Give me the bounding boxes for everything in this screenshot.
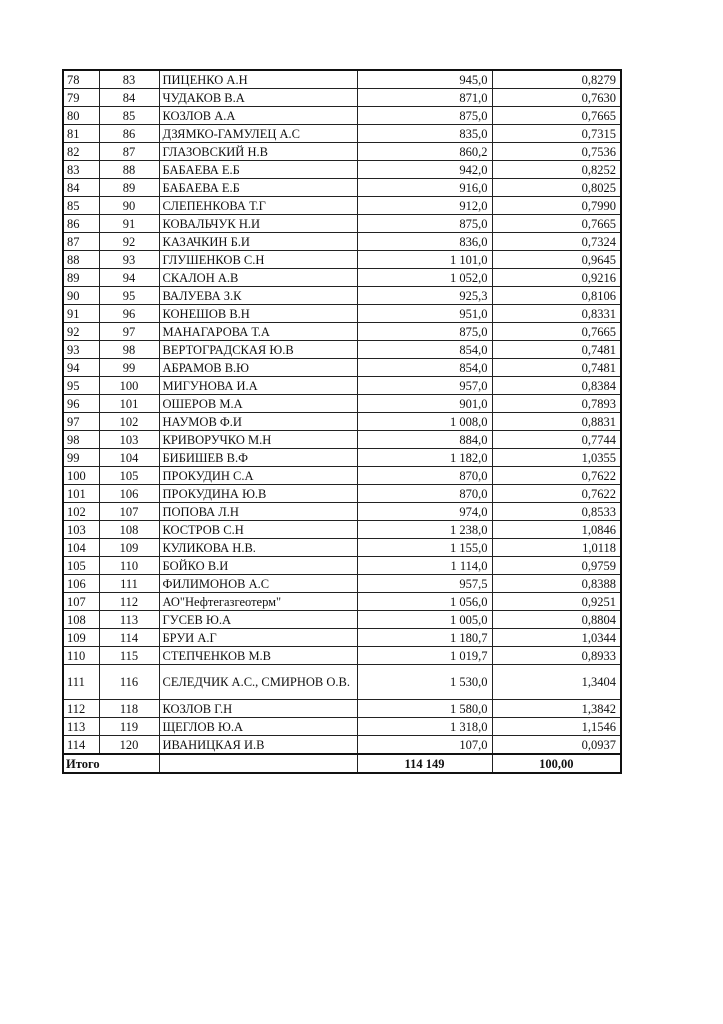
- amount-value: 884,0: [357, 431, 492, 449]
- share-value: 0,7893: [492, 395, 621, 413]
- holder-name: БАБАЕВА Е.Б: [159, 161, 357, 179]
- holder-name: ПРОКУДИНА Ю.В: [159, 485, 357, 503]
- lot-number: 95: [99, 287, 159, 305]
- holder-name: ФИЛИМОНОВ А.С: [159, 575, 357, 593]
- total-name-cell: [159, 754, 357, 773]
- amount-value: 951,0: [357, 305, 492, 323]
- holder-name: ВАЛУЕВА З.К: [159, 287, 357, 305]
- table-row: [63, 575, 621, 593]
- row-number: 84: [63, 179, 99, 197]
- share-value: 0,9759: [492, 557, 621, 575]
- holder-name: БРУИ А.Г: [159, 629, 357, 647]
- share-value: 0,8025: [492, 179, 621, 197]
- table-row: [63, 611, 621, 629]
- holder-name: СКАЛОН А.В: [159, 269, 357, 287]
- row-number: 90: [63, 287, 99, 305]
- table-row: [63, 557, 621, 575]
- total-label: Итого: [63, 754, 159, 773]
- amount-value: 1 530,0: [357, 665, 492, 700]
- lot-number: 92: [99, 233, 159, 251]
- holder-name: ЩЕГЛОВ Ю.А: [159, 718, 357, 736]
- holder-name: КОНЕШОВ В.Н: [159, 305, 357, 323]
- row-number: 103: [63, 521, 99, 539]
- amount-value: 957,5: [357, 575, 492, 593]
- table-row: [63, 395, 621, 413]
- holder-name: КОЗЛОВ Г.Н: [159, 700, 357, 718]
- share-value: 0,7630: [492, 89, 621, 107]
- table-row: [63, 179, 621, 197]
- total-share: 100,00: [492, 754, 621, 773]
- lot-number: 85: [99, 107, 159, 125]
- lot-number: 97: [99, 323, 159, 341]
- table-row: [63, 485, 621, 503]
- share-value: 1,0846: [492, 521, 621, 539]
- row-number: 80: [63, 107, 99, 125]
- holder-name: ДЗЯМКО-ГАМУЛЕЦ А.С: [159, 125, 357, 143]
- lot-number: 108: [99, 521, 159, 539]
- amount-value: 1 008,0: [357, 413, 492, 431]
- lot-number: 113: [99, 611, 159, 629]
- holder-name: КОСТРОВ С.Н: [159, 521, 357, 539]
- amount-value: 1 580,0: [357, 700, 492, 718]
- share-value: 0,8831: [492, 413, 621, 431]
- table-row: [63, 161, 621, 179]
- share-value: 0,9251: [492, 593, 621, 611]
- table-row: [63, 143, 621, 161]
- amount-value: 1 155,0: [357, 539, 492, 557]
- amount-value: 1 101,0: [357, 251, 492, 269]
- table-row: [63, 629, 621, 647]
- lot-number: 104: [99, 449, 159, 467]
- holder-name: ПОПОВА Л.Н: [159, 503, 357, 521]
- holder-name: ЧУДАКОВ В.А: [159, 89, 357, 107]
- row-number: 85: [63, 197, 99, 215]
- share-value: 1,0118: [492, 539, 621, 557]
- amount-value: 925,3: [357, 287, 492, 305]
- table-row: [63, 323, 621, 341]
- share-value: 0,7481: [492, 359, 621, 377]
- holder-name: КОЗЛОВ А.А: [159, 107, 357, 125]
- lot-number: 99: [99, 359, 159, 377]
- share-value: 1,1546: [492, 718, 621, 736]
- row-number: 93: [63, 341, 99, 359]
- table-row: [63, 251, 621, 269]
- share-value: 0,8279: [492, 70, 621, 89]
- lot-number: 111: [99, 575, 159, 593]
- holder-name: БАБАЕВА Е.Б: [159, 179, 357, 197]
- amount-value: 1 114,0: [357, 557, 492, 575]
- table-row: [63, 521, 621, 539]
- lot-number: 84: [99, 89, 159, 107]
- amount-value: 1 005,0: [357, 611, 492, 629]
- share-value: 0,8331: [492, 305, 621, 323]
- total-row: [63, 754, 621, 773]
- holder-name: МИГУНОВА И.А: [159, 377, 357, 395]
- amount-value: 860,2: [357, 143, 492, 161]
- holder-name: ГУСЕВ Ю.А: [159, 611, 357, 629]
- table-row: [63, 449, 621, 467]
- row-number: 104: [63, 539, 99, 557]
- table-row: [63, 413, 621, 431]
- row-number: 96: [63, 395, 99, 413]
- row-number: 88: [63, 251, 99, 269]
- amount-value: 901,0: [357, 395, 492, 413]
- total-amount: 114 149: [357, 754, 492, 773]
- holder-name: КРИВОРУЧКО М.Н: [159, 431, 357, 449]
- share-value: 0,8933: [492, 647, 621, 665]
- holder-name: КАЗАЧКИН Б.И: [159, 233, 357, 251]
- amount-value: 836,0: [357, 233, 492, 251]
- table-row: [63, 736, 621, 755]
- lot-number: 91: [99, 215, 159, 233]
- share-value: 0,7622: [492, 467, 621, 485]
- holder-name: ОШЕРОВ М.А: [159, 395, 357, 413]
- row-number: 82: [63, 143, 99, 161]
- lot-number: 101: [99, 395, 159, 413]
- amount-value: 871,0: [357, 89, 492, 107]
- table-body: [63, 70, 621, 754]
- row-number: 78: [63, 70, 99, 89]
- share-value: 0,7481: [492, 341, 621, 359]
- table-row: [63, 467, 621, 485]
- lot-number: 114: [99, 629, 159, 647]
- lot-number: 105: [99, 467, 159, 485]
- lot-number: 93: [99, 251, 159, 269]
- holder-name: КУЛИКОВА Н.В.: [159, 539, 357, 557]
- row-number: 100: [63, 467, 99, 485]
- share-value: 1,3842: [492, 700, 621, 718]
- share-value: 1,3404: [492, 665, 621, 700]
- amount-value: 945,0: [357, 70, 492, 89]
- share-value: 0,9645: [492, 251, 621, 269]
- table-row: [63, 377, 621, 395]
- lot-number: 110: [99, 557, 159, 575]
- table-row: [63, 539, 621, 557]
- share-value: 1,0355: [492, 449, 621, 467]
- share-value: 0,8252: [492, 161, 621, 179]
- lot-number: 103: [99, 431, 159, 449]
- table-row: [63, 647, 621, 665]
- holder-name: ГЛАЗОВСКИЙ Н.В: [159, 143, 357, 161]
- holder-name: БИБИШЕВ В.Ф: [159, 449, 357, 467]
- table-row: [63, 287, 621, 305]
- row-number: 97: [63, 413, 99, 431]
- lot-number: 83: [99, 70, 159, 89]
- share-value: 0,8388: [492, 575, 621, 593]
- lot-number: 107: [99, 503, 159, 521]
- lot-number: 88: [99, 161, 159, 179]
- share-value: 0,8533: [492, 503, 621, 521]
- amount-value: 835,0: [357, 125, 492, 143]
- table-row: [63, 197, 621, 215]
- row-number: 111: [63, 665, 99, 700]
- share-value: 0,9216: [492, 269, 621, 287]
- table-row: [63, 233, 621, 251]
- amount-value: 870,0: [357, 485, 492, 503]
- amount-value: 1 318,0: [357, 718, 492, 736]
- row-number: 94: [63, 359, 99, 377]
- holder-name: БОЙКО В.И: [159, 557, 357, 575]
- row-number: 95: [63, 377, 99, 395]
- amount-value: 875,0: [357, 215, 492, 233]
- table-row: [63, 431, 621, 449]
- amount-value: 854,0: [357, 359, 492, 377]
- share-value: 0,7324: [492, 233, 621, 251]
- amount-value: 1 052,0: [357, 269, 492, 287]
- holder-name: ПИЦЕНКО А.Н: [159, 70, 357, 89]
- table-row: [63, 700, 621, 718]
- lot-number: 89: [99, 179, 159, 197]
- share-value: 0,7990: [492, 197, 621, 215]
- lot-number: 109: [99, 539, 159, 557]
- share-value: 0,8384: [492, 377, 621, 395]
- row-number: 113: [63, 718, 99, 736]
- amount-value: 957,0: [357, 377, 492, 395]
- table-row: [63, 593, 621, 611]
- share-value: 0,7665: [492, 215, 621, 233]
- row-number: 107: [63, 593, 99, 611]
- share-value: 0,7665: [492, 107, 621, 125]
- row-number: 83: [63, 161, 99, 179]
- holder-name: КОВАЛЬЧУК Н.И: [159, 215, 357, 233]
- amount-value: 875,0: [357, 323, 492, 341]
- amount-value: 1 056,0: [357, 593, 492, 611]
- amount-value: 1 238,0: [357, 521, 492, 539]
- holder-name: СТЕПЧЕНКОВ М.В: [159, 647, 357, 665]
- share-value: 0,7665: [492, 323, 621, 341]
- lot-number: 98: [99, 341, 159, 359]
- row-number: 99: [63, 449, 99, 467]
- share-value: 0,8804: [492, 611, 621, 629]
- share-value: 0,7622: [492, 485, 621, 503]
- table-row: [63, 125, 621, 143]
- table-row: [63, 718, 621, 736]
- row-number: 92: [63, 323, 99, 341]
- amount-value: 875,0: [357, 107, 492, 125]
- share-value: 0,7315: [492, 125, 621, 143]
- amount-value: 916,0: [357, 179, 492, 197]
- row-number: 108: [63, 611, 99, 629]
- lot-number: 112: [99, 593, 159, 611]
- amount-value: 912,0: [357, 197, 492, 215]
- table-row: [63, 215, 621, 233]
- lot-number: 102: [99, 413, 159, 431]
- holder-name: ПРОКУДИН С.А: [159, 467, 357, 485]
- table-row: [63, 70, 621, 89]
- lot-number: 120: [99, 736, 159, 755]
- table-row: [63, 665, 621, 700]
- lot-number: 90: [99, 197, 159, 215]
- table-row: [63, 305, 621, 323]
- lot-number: 118: [99, 700, 159, 718]
- lot-number: 87: [99, 143, 159, 161]
- amount-value: 942,0: [357, 161, 492, 179]
- lot-number: 86: [99, 125, 159, 143]
- holder-name: НАУМОВ Ф.И: [159, 413, 357, 431]
- row-number: 81: [63, 125, 99, 143]
- row-number: 102: [63, 503, 99, 521]
- holder-name: ВЕРТОГРАДСКАЯ Ю.В: [159, 341, 357, 359]
- row-number: 105: [63, 557, 99, 575]
- share-value: 0,0937: [492, 736, 621, 755]
- row-number: 109: [63, 629, 99, 647]
- holder-name: ГЛУШЕНКОВ С.Н: [159, 251, 357, 269]
- lot-number: 100: [99, 377, 159, 395]
- table-row: [63, 269, 621, 287]
- lot-number: 115: [99, 647, 159, 665]
- lot-number: 116: [99, 665, 159, 700]
- row-number: 112: [63, 700, 99, 718]
- table-row: [63, 107, 621, 125]
- row-number: 79: [63, 89, 99, 107]
- row-number: 86: [63, 215, 99, 233]
- row-number: 91: [63, 305, 99, 323]
- amount-value: 974,0: [357, 503, 492, 521]
- share-value: 0,7536: [492, 143, 621, 161]
- share-value: 0,7744: [492, 431, 621, 449]
- lot-number: 94: [99, 269, 159, 287]
- amount-value: 107,0: [357, 736, 492, 755]
- row-number: 114: [63, 736, 99, 755]
- lot-number: 96: [99, 305, 159, 323]
- table-row: [63, 359, 621, 377]
- amount-value: 1 019,7: [357, 647, 492, 665]
- holder-name: АБРАМОВ В.Ю: [159, 359, 357, 377]
- amount-value: 854,0: [357, 341, 492, 359]
- amount-value: 870,0: [357, 467, 492, 485]
- table-row: [63, 503, 621, 521]
- table-row: [63, 341, 621, 359]
- lot-number: 106: [99, 485, 159, 503]
- row-number: 110: [63, 647, 99, 665]
- row-number: 106: [63, 575, 99, 593]
- table-row: [63, 89, 621, 107]
- share-value: 0,8106: [492, 287, 621, 305]
- holder-name: СЕЛЕДЧИК А.С., СМИРНОВ О.В.: [159, 665, 357, 700]
- shareholders-table: [62, 69, 622, 774]
- holder-name: СЛЕПЕНКОВА Т.Г: [159, 197, 357, 215]
- holder-name: ИВАНИЦКАЯ И.В: [159, 736, 357, 755]
- row-number: 101: [63, 485, 99, 503]
- share-value: 1,0344: [492, 629, 621, 647]
- lot-number: 119: [99, 718, 159, 736]
- amount-value: 1 180,7: [357, 629, 492, 647]
- row-number: 89: [63, 269, 99, 287]
- row-number: 98: [63, 431, 99, 449]
- holder-name: АО"Нефтегазгеотерм": [159, 593, 357, 611]
- row-number: 87: [63, 233, 99, 251]
- holder-name: МАНАГАРОВА Т.А: [159, 323, 357, 341]
- amount-value: 1 182,0: [357, 449, 492, 467]
